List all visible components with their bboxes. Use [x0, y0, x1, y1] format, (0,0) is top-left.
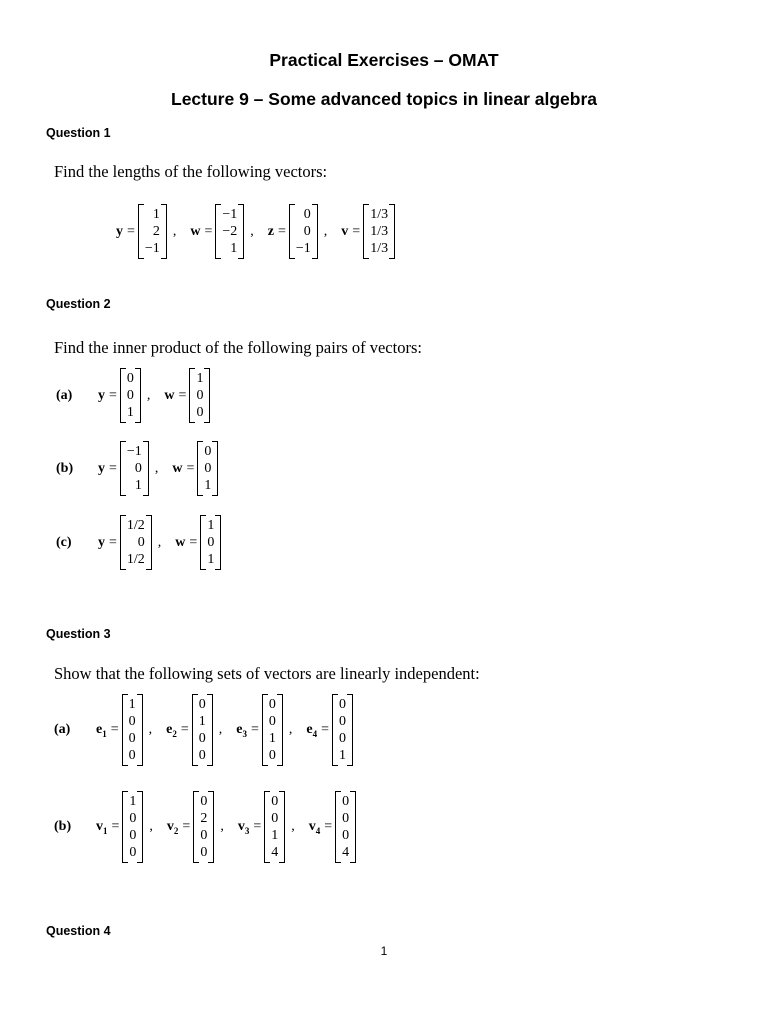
- vector-subscript: 1: [102, 728, 107, 739]
- page-number: 1: [380, 944, 388, 958]
- vector-entry: 1: [207, 552, 215, 567]
- equals-sign: =: [277, 223, 286, 239]
- vector-entry: 1/3: [370, 241, 389, 256]
- vector-entry: −1: [295, 241, 311, 256]
- comma-separator: ,: [323, 223, 328, 239]
- vector-entry: 1/2: [126, 552, 145, 567]
- column-vector: [215, 204, 244, 259]
- vector-entry: 0: [271, 794, 279, 809]
- vector-entry: 0: [268, 748, 276, 763]
- equals-sign: =: [250, 722, 259, 737]
- equals-sign: =: [127, 223, 135, 239]
- comma-separator: ,: [220, 819, 224, 834]
- vector-entry: 0: [129, 828, 137, 843]
- part-label: (b): [54, 819, 72, 834]
- vector-entry: 0: [198, 731, 206, 746]
- vector-entry: 0: [134, 461, 142, 476]
- vector-entry: 0: [128, 748, 136, 763]
- vector-entry: 1: [128, 697, 136, 712]
- vector-entry: 0: [196, 405, 204, 420]
- question-2-part-a: [56, 368, 210, 423]
- vector-name: $e_4$: [306, 721, 318, 739]
- vector-entry: 0: [207, 535, 215, 550]
- vector-entry: 2: [152, 224, 160, 239]
- vector-entry: 1: [129, 794, 137, 809]
- vector-entry: 1: [196, 371, 204, 386]
- vector-name: y: [98, 460, 105, 476]
- column-vector: [122, 791, 143, 863]
- document-title: Practical Exercises – OMAT: [269, 50, 499, 70]
- column-vector: [200, 515, 221, 570]
- vector-name: $v_2$: [166, 818, 179, 836]
- part-label: (a): [56, 387, 73, 403]
- vector-entry: 1: [207, 518, 215, 533]
- vector-entry: 0: [339, 697, 346, 712]
- question-2-label: Question 2: [46, 297, 111, 311]
- vector-entry: 0: [339, 731, 346, 746]
- vector-name: $v_4$: [308, 818, 321, 836]
- vector-entry: 0: [200, 828, 208, 843]
- equals-sign: =: [109, 387, 117, 403]
- column-vector: [363, 204, 395, 259]
- vector-subscript: 4: [315, 825, 321, 836]
- vector-name: $e_3$: [236, 721, 247, 739]
- vector-entry: 0: [200, 845, 208, 860]
- vector-subscript: 4: [312, 728, 318, 739]
- equals-sign: =: [182, 819, 191, 834]
- equals-sign: =: [204, 223, 213, 239]
- vector-entry: 0: [198, 697, 206, 712]
- part-label: (b): [56, 460, 74, 476]
- question-3-part-a: [54, 694, 353, 766]
- question-3-label: Question 3: [46, 627, 111, 641]
- vector-entry: 0: [126, 388, 134, 403]
- vector-entry: 0: [303, 224, 311, 239]
- vector-entry: 1: [339, 748, 346, 763]
- vector-name: w: [172, 460, 183, 476]
- equals-sign: =: [324, 819, 333, 834]
- vector-entry: 1: [268, 731, 276, 746]
- vector-name: w: [164, 387, 175, 403]
- equals-sign: =: [253, 819, 262, 834]
- vector-entry: 1: [152, 207, 160, 222]
- vector-name: w: [190, 223, 201, 239]
- comma-separator: ,: [146, 387, 151, 403]
- equals-sign: =: [111, 819, 120, 834]
- vector-subscript: 1: [103, 825, 108, 836]
- vector-entry: 4: [342, 845, 350, 860]
- column-vector: [192, 694, 213, 766]
- column-vector: [189, 368, 210, 423]
- question-1-instruction: Find the lengths of the following vectors:: [54, 162, 328, 181]
- vector-entry: 1: [198, 714, 206, 729]
- column-vector: [122, 694, 143, 766]
- vector-entry: −1: [144, 241, 160, 256]
- comma-separator: ,: [250, 223, 254, 239]
- vector-entry: 0: [342, 794, 350, 809]
- equals-sign: =: [352, 223, 361, 239]
- equals-sign: =: [189, 534, 198, 550]
- vector-entry: 4: [271, 845, 279, 860]
- equals-sign: =: [321, 722, 329, 737]
- document-subtitle: Lecture 9 – Some advanced topics in linear algebra: [171, 89, 597, 109]
- vector-entry: 1/2: [126, 518, 145, 533]
- question-3-instruction: Show that the following sets of vectors are linearly independent:: [54, 664, 480, 683]
- part-label: (c): [56, 534, 72, 550]
- column-vector: [262, 694, 283, 766]
- question-3-part-b: [54, 791, 356, 863]
- equals-sign: =: [109, 460, 117, 476]
- comma-separator: ,: [288, 722, 293, 737]
- vector-entry: 2: [200, 811, 208, 826]
- vector-name: y: [98, 534, 105, 550]
- comma-separator: ,: [218, 722, 223, 737]
- vector-entry: 1: [126, 405, 134, 420]
- vector-subscript: 3: [242, 728, 247, 739]
- vector-entry: 0: [342, 828, 350, 843]
- column-vector: [289, 204, 318, 259]
- vector-entry: 1/3: [370, 224, 389, 239]
- part-label: (a): [54, 722, 71, 737]
- vector-entry: 0: [128, 731, 136, 746]
- vector-subscript: 2: [172, 728, 177, 739]
- vector-entry: 0: [303, 207, 311, 222]
- vector-entry: 1/3: [370, 207, 389, 222]
- vector-entry: 1: [134, 478, 142, 493]
- vector-entry: 0: [268, 714, 276, 729]
- vector-entry: −1: [222, 207, 238, 222]
- vector-entry: 0: [126, 371, 134, 386]
- vector-entry: 0: [204, 444, 212, 459]
- question-1-vectors: [116, 204, 395, 259]
- vector-entry: 1: [204, 478, 212, 493]
- vector-name: w: [175, 534, 186, 550]
- comma-separator: ,: [157, 534, 162, 550]
- vector-entry: 1: [271, 828, 279, 843]
- comma-separator: ,: [154, 460, 159, 476]
- column-vector: [264, 791, 285, 863]
- vector-name: $e_1$: [96, 721, 107, 739]
- vector-entry: 0: [128, 714, 136, 729]
- vector-name: y: [116, 223, 123, 239]
- question-2-instruction: Find the inner product of the following pairs of vectors:: [54, 338, 422, 357]
- column-vector: [335, 791, 356, 863]
- vector-name: v: [341, 223, 349, 239]
- vector-name: y: [98, 387, 105, 403]
- question-2-part-c: [56, 515, 221, 570]
- question-1-label: Question 1: [46, 126, 111, 140]
- vector-entry: 0: [204, 461, 212, 476]
- vector-entry: 1: [230, 241, 238, 256]
- comma-separator: ,: [172, 223, 177, 239]
- vector-entry: 0: [342, 811, 350, 826]
- equals-sign: =: [186, 460, 195, 476]
- comma-separator: ,: [149, 819, 153, 834]
- vector-entry: 0: [196, 388, 204, 403]
- column-vector: [120, 441, 149, 496]
- column-vector: [193, 791, 214, 863]
- vector-entry: −1: [126, 444, 142, 459]
- comma-separator: ,: [291, 819, 295, 834]
- vector-entry: 0: [129, 845, 137, 860]
- vector-entry: 0: [137, 535, 145, 550]
- vector-entry: 0: [129, 811, 137, 826]
- vector-name: z: [267, 223, 274, 239]
- column-vector: [332, 694, 353, 766]
- vector-subscript: 2: [173, 825, 179, 836]
- vector-entry: 0: [200, 794, 208, 809]
- column-vector: [197, 441, 218, 496]
- equals-sign: =: [180, 722, 189, 737]
- question-4-label: Question 4: [46, 924, 111, 938]
- column-vector: [120, 515, 152, 570]
- comma-separator: ,: [148, 722, 153, 737]
- column-vector: [120, 368, 141, 423]
- equals-sign: =: [110, 722, 119, 737]
- vector-entry: −2: [222, 224, 238, 239]
- vector-entry: 0: [198, 748, 206, 763]
- equals-sign: =: [109, 534, 117, 550]
- column-vector: [138, 204, 167, 259]
- equals-sign: =: [178, 387, 187, 403]
- vector-entry: 0: [271, 811, 279, 826]
- vector-name: $v_3$: [237, 818, 250, 836]
- vector-entry: 0: [268, 697, 276, 712]
- vector-name: $v_1$: [96, 818, 108, 836]
- vector-entry: 0: [339, 714, 346, 729]
- vector-subscript: 3: [244, 825, 250, 836]
- question-2-part-b: [56, 441, 218, 496]
- vector-name: $e_2$: [166, 721, 177, 739]
